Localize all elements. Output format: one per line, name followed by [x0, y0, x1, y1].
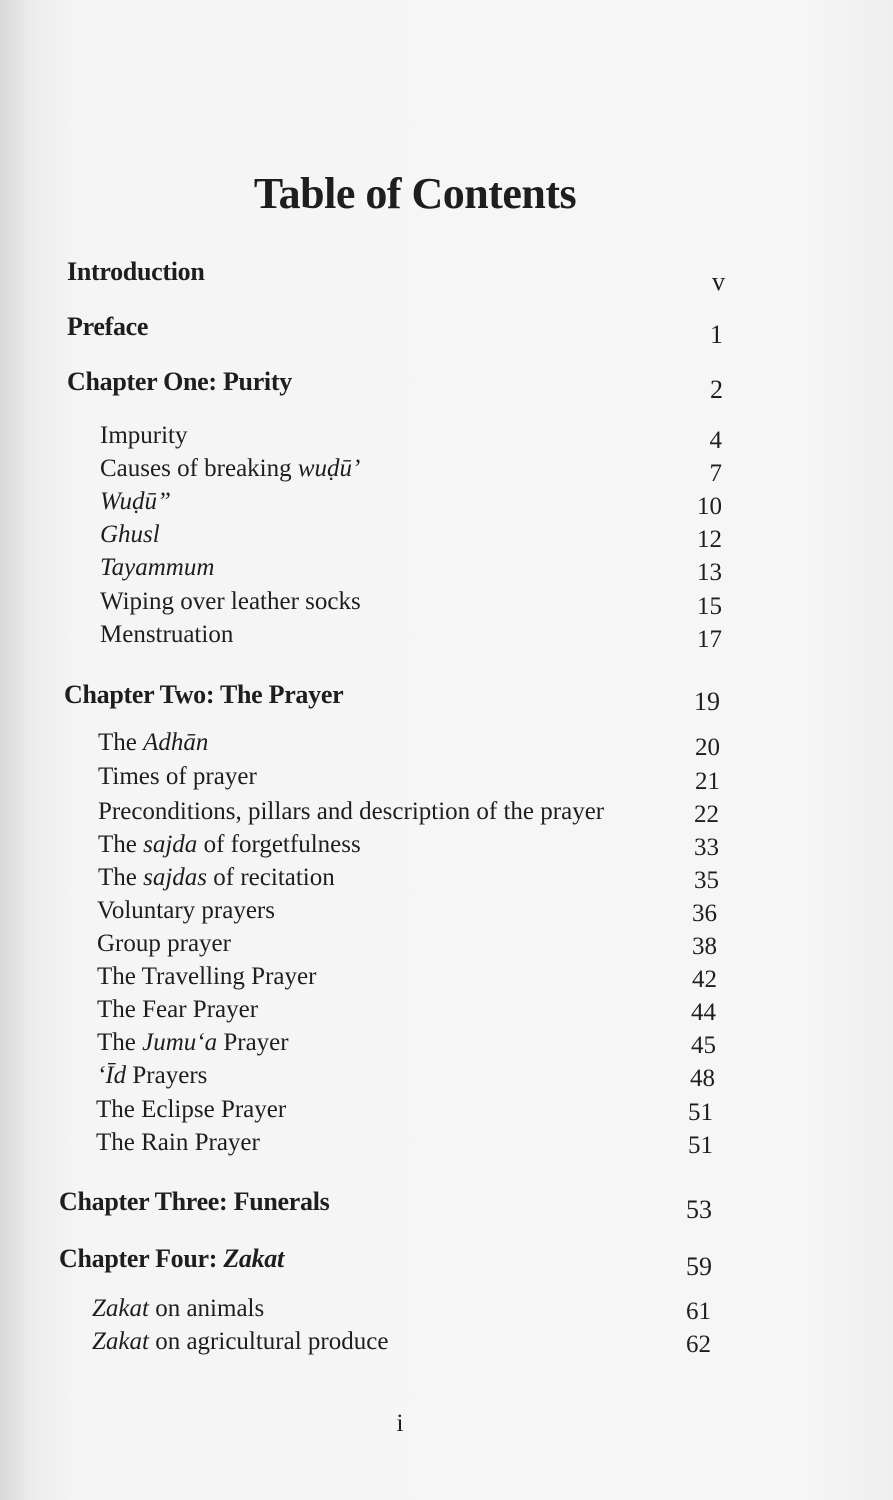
toc-entry-label: Causes of breaking wuḍū’ — [100, 455, 361, 482]
toc-entry-page: 17 — [697, 626, 722, 653]
toc-entry-page: 7 — [709, 460, 722, 487]
toc-entry-label: Voluntary prayers — [97, 897, 275, 924]
toc-entry-chapter-one — [67, 367, 723, 404]
toc-entry-page: 1 — [710, 320, 723, 349]
toc-entry-impurity — [100, 422, 722, 456]
toc-entry-label: Preconditions, pillars and description of the prayer — [98, 798, 605, 825]
toc-entry-label: Menstruation — [100, 621, 234, 648]
toc-entry-page: 51 — [688, 1099, 713, 1126]
toc-entry-label: Chapter Three: Funerals — [59, 1187, 330, 1216]
page-title: Table of Contents — [253, 169, 577, 218]
toc-entry-preconditions — [98, 798, 719, 832]
toc-entry-page: 38 — [692, 933, 717, 960]
toc-entry-label: Chapter Two: The Prayer — [64, 680, 344, 709]
toc-entry-page: 36 — [692, 900, 717, 927]
toc-entry-label: The Eclipse Prayer — [96, 1096, 287, 1123]
toc-entry-label: Impurity — [100, 422, 188, 449]
toc-entry-page: 48 — [690, 1065, 715, 1092]
toc-entry-label: ‘Īd Prayers — [97, 1062, 208, 1089]
toc-entry-label: The Jumu‘a Prayer — [97, 1029, 289, 1056]
toc-entry-menstruation — [100, 621, 722, 655]
toc-entry-jumua-prayer — [97, 1029, 716, 1063]
toc-entry-label: The sajdas of recitation — [98, 864, 335, 891]
toc-entry-label: The Travelling Prayer — [97, 963, 317, 990]
toc-entry-page: 21 — [695, 768, 720, 795]
toc-entry-page: 44 — [691, 999, 716, 1026]
toc-entry-page: 33 — [694, 834, 719, 861]
toc-entry-eclipse-prayer — [96, 1096, 713, 1130]
toc-entry-zakat-agricultural — [92, 1328, 711, 1362]
toc-entry-voluntary-prayers — [97, 897, 717, 931]
toc-entry-travelling-prayer — [97, 963, 717, 997]
toc-entry-page: 53 — [686, 1195, 712, 1224]
toc-entry-label: Wiping over leather socks — [100, 588, 361, 615]
toc-entry-sajdas-recitation — [98, 864, 719, 898]
toc-entry-label: The Rain Prayer — [96, 1129, 260, 1156]
toc-entry-chapter-four — [59, 1244, 712, 1281]
toc-entry-label: Chapter One: Purity — [67, 367, 292, 396]
toc-entry-page: 19 — [694, 687, 720, 716]
toc-entry-page: 45 — [691, 1032, 716, 1059]
toc-entry-causes-breaking-wudu — [100, 455, 722, 489]
toc-entry-page: 15 — [697, 593, 722, 620]
toc-entry-page: 62 — [686, 1331, 711, 1358]
toc-entry-rain-prayer — [96, 1129, 713, 1163]
toc-entry-page: 59 — [686, 1252, 712, 1281]
toc-entry-zakat-animals — [92, 1295, 711, 1329]
toc-entry-chapter-three — [59, 1187, 712, 1224]
toc-entry-wudu — [100, 488, 722, 522]
toc-entry-id-prayers — [97, 1062, 715, 1096]
toc-entry-tayammum — [100, 554, 722, 588]
toc-entry-page: v — [712, 267, 725, 296]
toc-entry-adhan — [98, 729, 720, 763]
toc-entry-page: 22 — [694, 801, 719, 828]
toc-entry-chapter-two — [64, 680, 720, 714]
toc-entry-ghusl — [100, 521, 722, 555]
toc-entry-wiping-socks — [100, 588, 722, 622]
toc-entry-page: 42 — [692, 966, 717, 993]
toc-entry-label: The Adhān — [98, 729, 209, 756]
toc-entry-page: 61 — [686, 1298, 711, 1325]
toc-entry-page: 13 — [697, 559, 722, 586]
toc-entry-label: Tayammum — [100, 554, 215, 581]
toc-entry-label: Ghusl — [100, 521, 160, 548]
toc-entry-page: 35 — [694, 867, 719, 894]
toc-entry-introduction — [67, 257, 725, 296]
toc-entry-preface — [67, 312, 723, 349]
toc-entry-sajda-forgetfulness — [98, 831, 719, 865]
toc-entry-group-prayer — [97, 930, 717, 964]
toc-entry-page: 12 — [697, 526, 722, 553]
toc-entry-label: Times of prayer — [98, 763, 257, 790]
toc-entry-label: Wuḍū” — [100, 488, 171, 515]
page-number: i — [396, 1410, 404, 1437]
toc-entry-page: 4 — [709, 427, 722, 454]
toc-entry-page: 10 — [697, 493, 722, 520]
toc-entry-label: Introduction — [67, 257, 205, 286]
toc-entry-times-of-prayer — [98, 763, 720, 797]
toc-entry-label: Chapter Four: Zakat — [59, 1244, 284, 1273]
toc-entry-page: 2 — [710, 375, 723, 404]
toc-entry-label: Zakat on agricultural produce — [92, 1328, 389, 1355]
toc-entry-label: The Fear Prayer — [97, 996, 259, 1023]
toc-entry-page: 51 — [688, 1132, 713, 1159]
toc-entry-label: Zakat on animals — [92, 1295, 265, 1322]
toc-entry-label: The sajda of forgetfulness — [98, 831, 361, 858]
toc-entry-label: Preface — [67, 312, 149, 341]
toc-entry-page: 20 — [695, 734, 720, 761]
toc-entry-label: Group prayer — [97, 930, 231, 957]
toc-entry-fear-prayer — [97, 996, 716, 1030]
